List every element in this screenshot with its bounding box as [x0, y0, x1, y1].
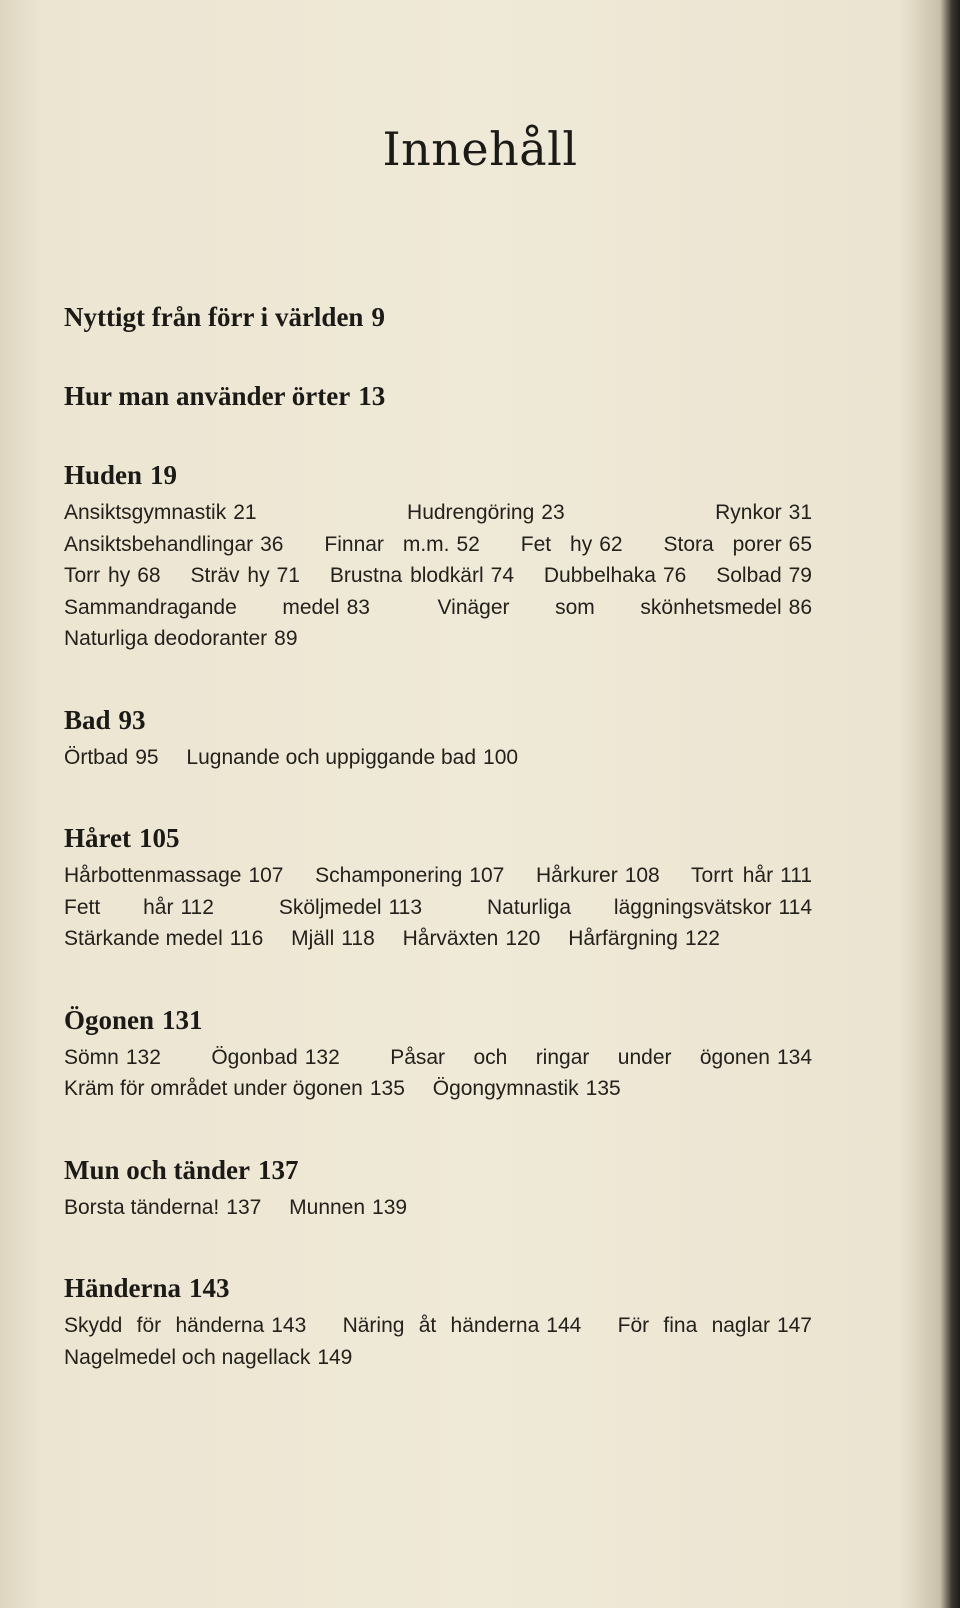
toc-entry: [64, 501, 257, 524]
entry-page-number: 79: [788, 564, 812, 587]
toc-entry: [433, 1077, 621, 1100]
entry-label: Rynkor: [715, 501, 782, 524]
entry-page-number: 23: [541, 501, 565, 524]
toc-entry: [521, 533, 623, 556]
section-entries: [64, 1192, 834, 1224]
entry-label: Näring åt händerna: [342, 1314, 540, 1337]
entry-page-number: 120: [505, 927, 541, 950]
toc-entry: [407, 501, 565, 524]
section-title: Huden: [64, 460, 143, 490]
toc-entry: [487, 896, 812, 919]
toc-entry: [211, 1046, 339, 1069]
entry-label: Ansiktsbehandlingar: [64, 532, 254, 556]
entry-label: Stärkande medel: [64, 927, 223, 950]
toc-entry: [64, 1346, 352, 1369]
entry-label: Ansiktsgymnastik: [64, 501, 227, 524]
entry-label: Vinäger som skönhetsmedel: [437, 595, 782, 619]
entry-label: Hudrengöring: [407, 501, 535, 524]
section-heading: [64, 703, 864, 737]
section-title: Nyttigt från förr i världen: [64, 302, 364, 332]
section-entries: [64, 1042, 834, 1105]
entry-label: Hårkurer: [536, 864, 618, 887]
toc-entry: [64, 1196, 261, 1219]
entry-label: Sömn: [64, 1045, 119, 1069]
entry-page-number: 135: [585, 1077, 621, 1100]
entry-page-number: 21: [233, 501, 257, 524]
toc-entry: [315, 864, 504, 887]
entry-label: Fet hy: [520, 532, 593, 556]
section-entries: [64, 1310, 834, 1373]
entry-page-number: 62: [599, 532, 623, 556]
toc-entry: [279, 896, 422, 919]
entry-page-number: 114: [778, 895, 812, 919]
toc-entry: [664, 533, 813, 556]
toc-entry: [715, 501, 812, 524]
toc-entry: [64, 746, 159, 769]
toc-entry: [291, 927, 375, 950]
entry-label: För fina naglar: [617, 1314, 770, 1337]
toc-entry: [64, 596, 370, 619]
entry-label: Sträv hy: [190, 564, 270, 587]
toc-entry: [64, 564, 161, 587]
toc-entry: [536, 864, 660, 887]
entry-page-number: 65: [788, 532, 812, 556]
toc-entry: [390, 1046, 812, 1069]
toc-entry: [618, 1314, 812, 1337]
section-heading: [64, 1003, 864, 1037]
entry-page-number: 132: [125, 1045, 161, 1069]
entry-label: Sammandragande medel: [64, 595, 340, 619]
entry-label: Ögonbad: [211, 1045, 298, 1069]
entry-label: Naturliga deodoranter: [64, 627, 268, 650]
entry-page-number: 149: [317, 1345, 353, 1369]
section-heading: [64, 1153, 864, 1187]
toc-entry: [330, 564, 514, 587]
entry-page-number: 122: [684, 927, 720, 950]
entry-label: Torr hy: [64, 564, 131, 587]
entry-page-number: 108: [624, 864, 660, 887]
entry-page-number: 95: [135, 745, 159, 769]
toc-entry: [64, 1314, 306, 1337]
section-page-number: 93: [118, 704, 146, 735]
section-entries: [64, 860, 834, 955]
page-title: Innehåll: [382, 122, 578, 176]
toc-entry: [64, 864, 283, 887]
entry-page-number: 134: [776, 1045, 813, 1069]
entry-page-number: 112: [180, 895, 214, 919]
entry-page-number: 107: [248, 864, 284, 887]
entry-page-number: 52: [456, 532, 480, 556]
toc-entry: [64, 896, 214, 919]
entry-label: Schamponering: [315, 864, 463, 887]
section-heading: [64, 821, 864, 855]
entry-page-number: 137: [226, 1195, 262, 1219]
toc-entry: [64, 1077, 405, 1100]
toc-section: [64, 821, 864, 955]
entry-page-number: 76: [662, 564, 687, 587]
section-title: Håret: [64, 823, 131, 853]
section-page-number: 105: [138, 823, 180, 853]
entry-page-number: 100: [483, 745, 519, 769]
toc-entry: [289, 1196, 407, 1219]
toc-entry: [716, 564, 812, 587]
toc-entry: [691, 864, 812, 887]
toc-entry: [186, 746, 518, 769]
entry-page-number: 147: [776, 1314, 812, 1337]
entry-label: Borsta tänderna!: [64, 1195, 220, 1219]
toc-entry: [343, 1314, 582, 1337]
entry-page-number: 139: [372, 1195, 408, 1219]
entry-page-number: 86: [788, 595, 812, 619]
entry-page-number: 107: [469, 864, 505, 887]
entry-label: Hårbottenmassage: [64, 864, 242, 887]
section-page-number: 13: [358, 381, 386, 411]
entry-page-number: 83: [346, 595, 370, 619]
entry-label: Kräm för området under ögonen: [64, 1077, 363, 1100]
entry-page-number: 118: [341, 927, 375, 950]
toc-entry: [568, 927, 720, 950]
section-title: Hur man använder örter: [64, 381, 351, 411]
entry-label: Munnen: [289, 1195, 366, 1219]
section-title: Mun och tänder: [64, 1154, 251, 1185]
entry-page-number: 144: [546, 1314, 582, 1337]
section-page-number: 9: [371, 302, 385, 332]
toc-section: [64, 1003, 864, 1105]
section-heading: [64, 379, 864, 413]
section-heading: [64, 458, 864, 492]
entry-page-number: 113: [388, 895, 423, 919]
entry-page-number: 68: [137, 564, 161, 587]
entry-label: Mjäll: [291, 927, 335, 950]
entry-label: Naturliga läggningsvätskor: [486, 895, 772, 919]
toc-section: [64, 458, 864, 655]
section-page-number: 137: [258, 1154, 299, 1185]
section-page-number: 143: [189, 1273, 230, 1303]
section-title: Ögonen: [64, 1004, 155, 1035]
entry-page-number: 89: [274, 627, 298, 650]
toc-entry: [64, 627, 298, 650]
entry-label: Sköljmedel: [278, 895, 382, 919]
entry-label: Solbad: [716, 564, 782, 587]
entry-label: Brustna blodkärl: [329, 564, 484, 587]
toc-section: [64, 1153, 864, 1224]
entry-label: Örtbad: [64, 745, 129, 769]
entry-label: Hårväxten: [402, 927, 499, 950]
toc-section: [64, 1271, 864, 1373]
section-page-number: 131: [162, 1004, 203, 1035]
entry-label: Påsar och ringar under ögonen: [390, 1045, 770, 1069]
entry-label: Torrt hår: [691, 864, 774, 887]
entry-label: Stora porer: [663, 532, 782, 556]
entry-label: Fett hår: [64, 895, 174, 919]
entry-label: Finnar m.m.: [324, 532, 450, 556]
entry-page-number: 36: [260, 532, 284, 556]
entry-label: Ögongymnastik: [432, 1077, 579, 1100]
entry-label: Skydd för händerna: [64, 1314, 265, 1337]
toc-section: [64, 300, 864, 334]
section-heading: [64, 1271, 864, 1305]
toc-entry: [64, 927, 263, 950]
toc-entry: [438, 596, 812, 619]
table-of-contents: [64, 300, 864, 1373]
toc-entry: [403, 927, 541, 950]
entry-page-number: 135: [369, 1077, 405, 1100]
entry-page-number: 71: [276, 564, 300, 587]
entry-label: Nagelmedel och nagellack: [64, 1345, 311, 1369]
entry-page-number: 132: [304, 1045, 340, 1069]
entry-page-number: 111: [780, 864, 812, 887]
entry-page-number: 143: [271, 1314, 307, 1337]
entry-label: Hårfärgning: [568, 927, 678, 950]
entry-page-number: 116: [229, 927, 264, 950]
section-heading: [64, 300, 864, 334]
entry-page-number: 74: [490, 564, 514, 587]
toc-entry: [190, 564, 299, 587]
toc-entry: [544, 564, 686, 587]
section-entries: [64, 742, 834, 774]
toc-entry: [64, 1046, 161, 1069]
section-title: Bad: [64, 704, 111, 735]
section-entries: [64, 497, 834, 655]
section-page-number: 19: [150, 460, 178, 490]
toc-section: [64, 703, 864, 774]
entry-label: Lugnande och uppiggande bad: [186, 745, 477, 769]
section-title: Händerna: [64, 1273, 182, 1303]
toc-section: [64, 379, 864, 413]
toc-entry: [64, 533, 283, 556]
entry-page-number: 31: [788, 501, 812, 524]
toc-entry: [324, 533, 479, 556]
entry-label: Dubbelhaka: [543, 564, 656, 587]
